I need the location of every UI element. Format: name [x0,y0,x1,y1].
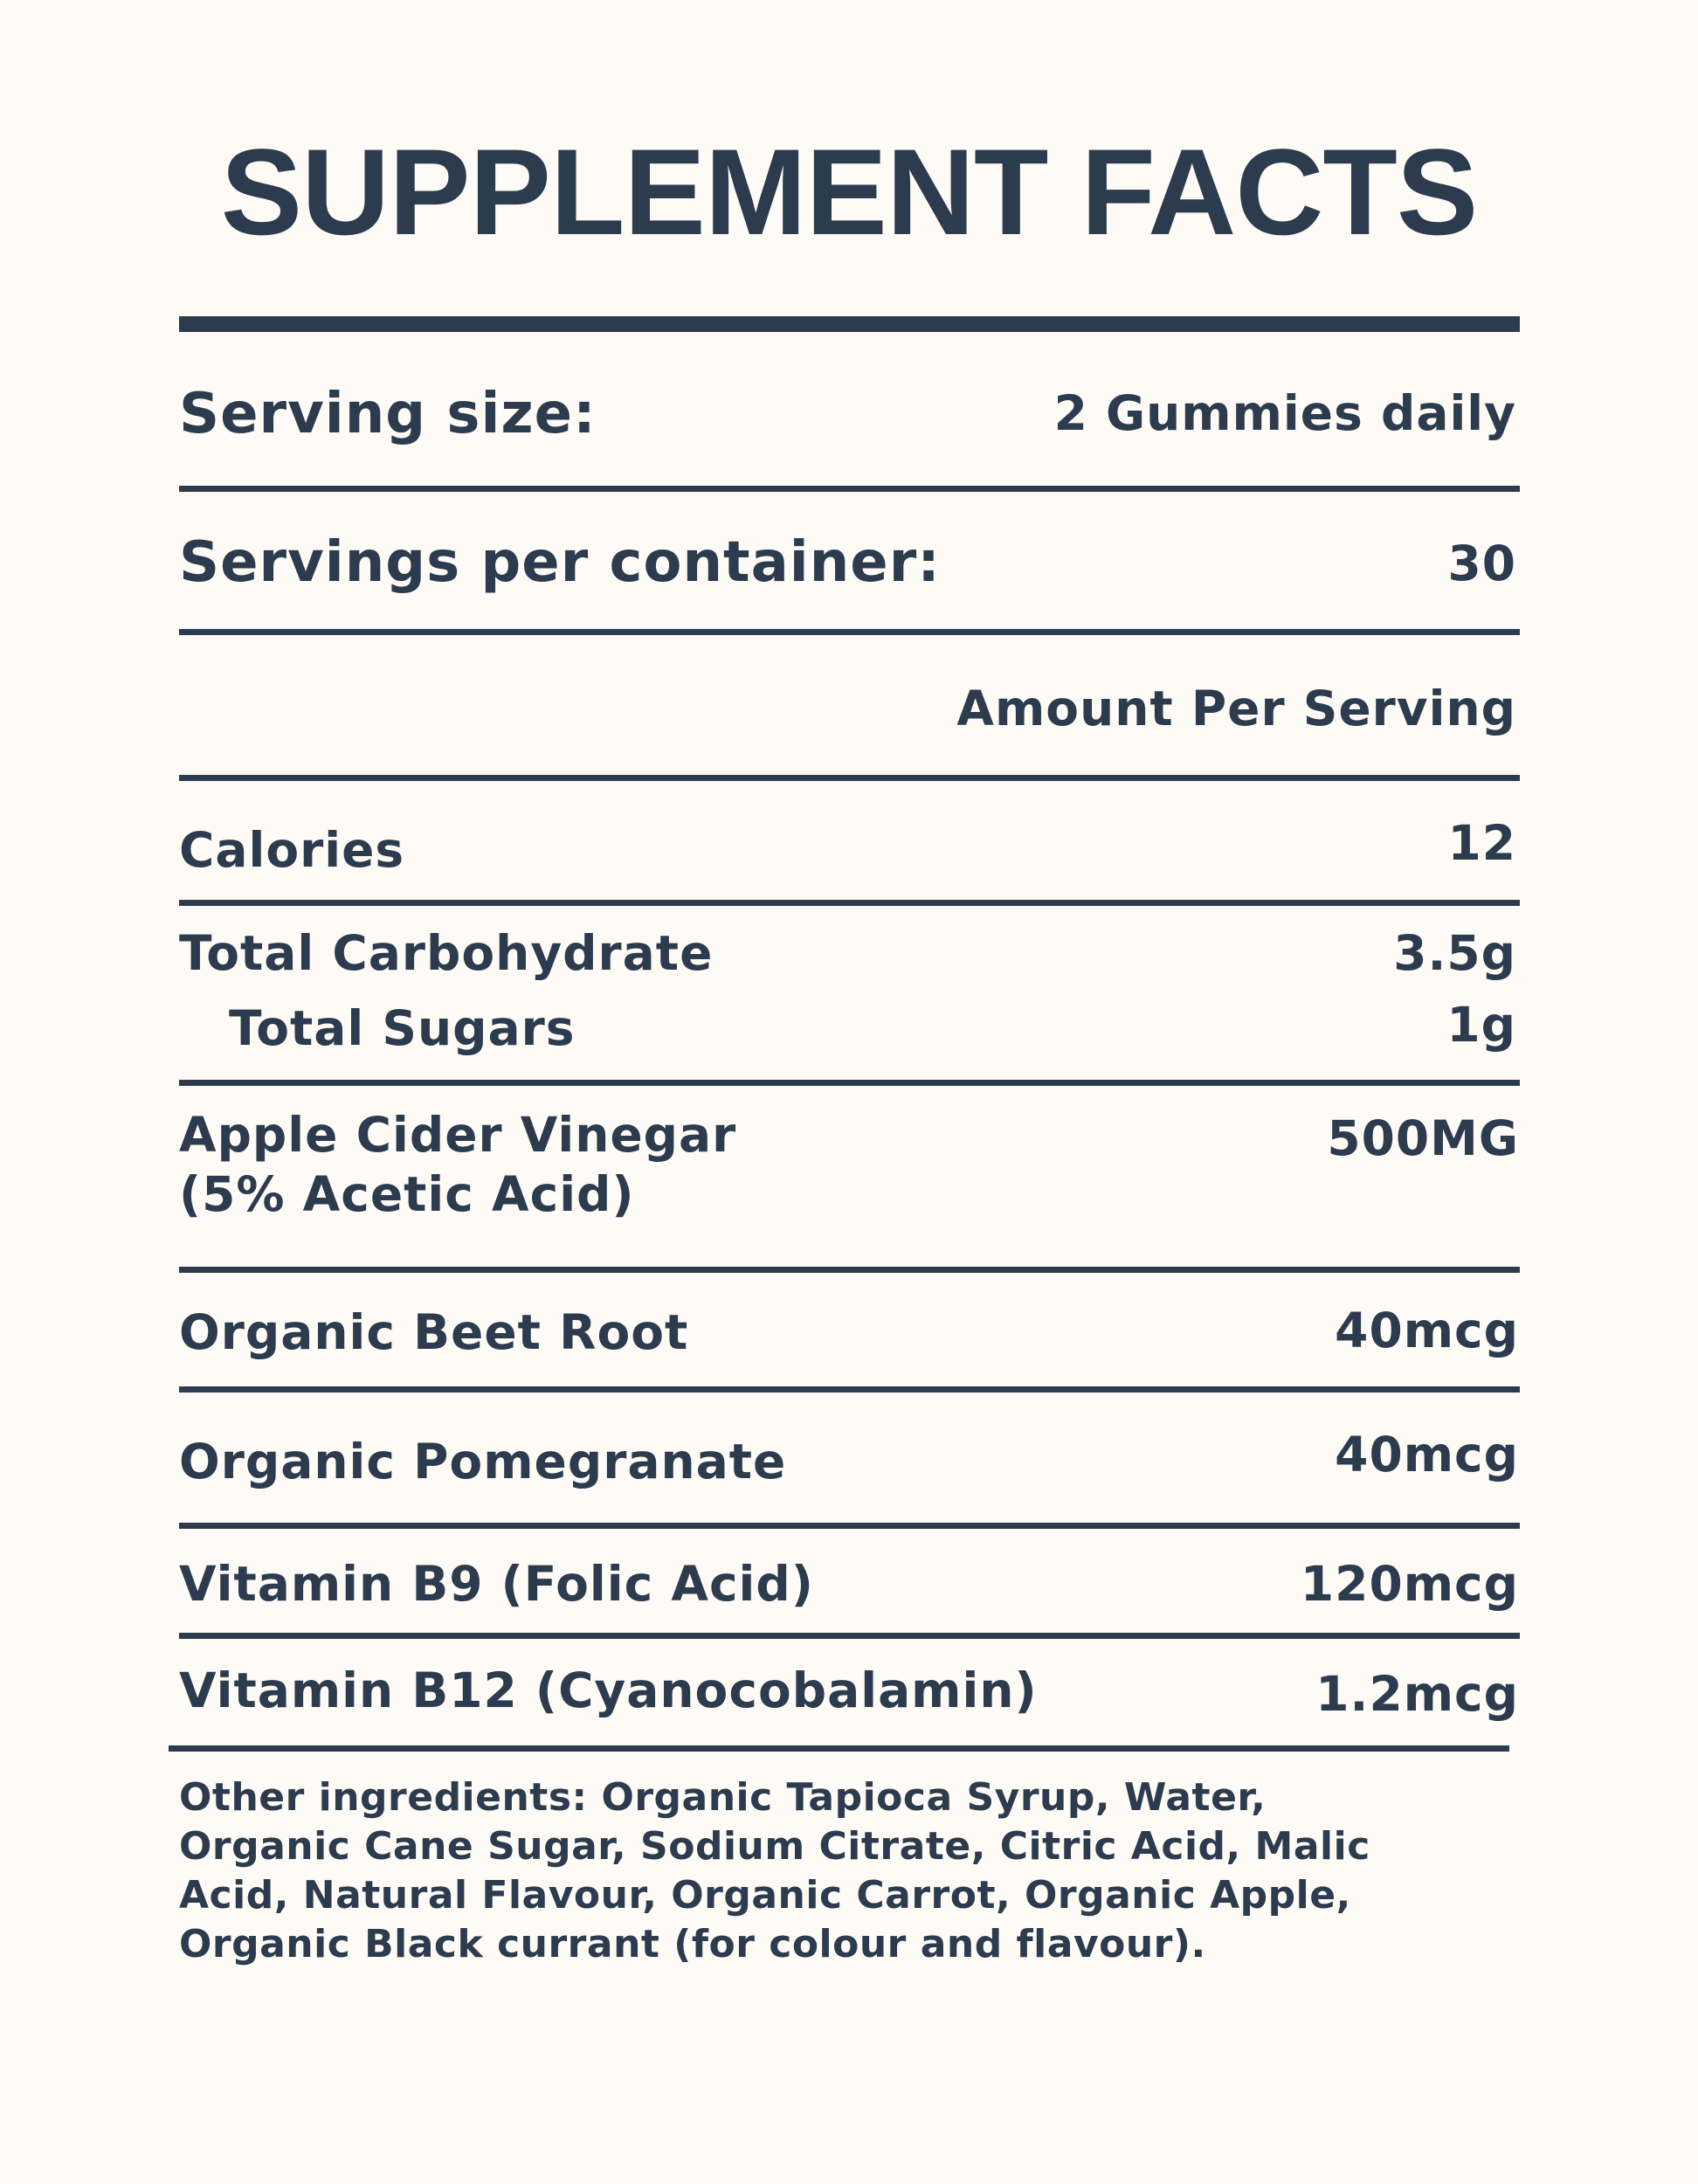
top-thick-rule [179,316,1520,332]
organic-beet-root-label: Organic Beet Root [179,1304,689,1360]
total-sugars-value: 1g [1446,997,1516,1053]
divider [179,1633,1520,1639]
apple-cider-vinegar-value: 500MG [1327,1110,1519,1166]
vitamin-b12-label: Vitamin B12 (Cyanocobalamin) [179,1662,1038,1718]
serving-size-label: Serving size: [179,382,597,446]
divider [179,1080,1520,1086]
divider [179,1386,1520,1393]
vitamin-b9-label: Vitamin B9 (Folic Acid) [179,1556,814,1612]
servings-per-container-label: Servings per container: [179,530,941,595]
other-ingredients-line: Acid, Natural Flavour, Organic Carrot, Organic Apple, [179,1873,1351,1918]
serving-size-value: 2 Gummies daily [1053,385,1516,441]
total-carbohydrate-value: 3.5g [1393,925,1516,981]
other-ingredients-line: Organic Cane Sugar, Sodium Citrate, Citric Acid, Malic [179,1824,1370,1869]
divider [179,1523,1520,1529]
organic-beet-root-value: 40mcg [1335,1303,1519,1358]
vitamin-b9-value: 120mcg [1300,1556,1519,1612]
calories-value: 12 [1447,815,1516,871]
organic-pomegranate-value: 40mcg [1335,1427,1519,1482]
calories-label: Calories [179,822,405,878]
total-sugars-label: Total Sugars [229,1000,576,1056]
other-ingredients-line: Organic Black currant (for colour and flavour). [179,1922,1206,1966]
servings-per-container-value: 30 [1447,536,1516,591]
divider [179,775,1520,781]
divider [179,1267,1520,1273]
divider [179,486,1520,492]
divider [179,629,1520,635]
organic-pomegranate-label: Organic Pomegranate [179,1434,787,1489]
total-carbohydrate-label: Total Carbohydrate [179,925,714,981]
amount-per-serving-header: Amount Per Serving [956,681,1516,736]
apple-cider-vinegar-label: Apple Cider Vinegar [179,1107,737,1163]
bottom-rule [169,1745,1509,1752]
vitamin-b12-value: 1.2mcg [1315,1666,1519,1722]
acetic-acid-note: (5% Acetic Acid) [179,1166,635,1222]
other-ingredients-line: Other ingredients: Organic Tapioca Syrup, Water, [179,1775,1267,1820]
other-ingredients [179,1773,1542,1969]
divider [179,900,1520,906]
page-title: SUPPLEMENT FACTS [220,123,1478,260]
